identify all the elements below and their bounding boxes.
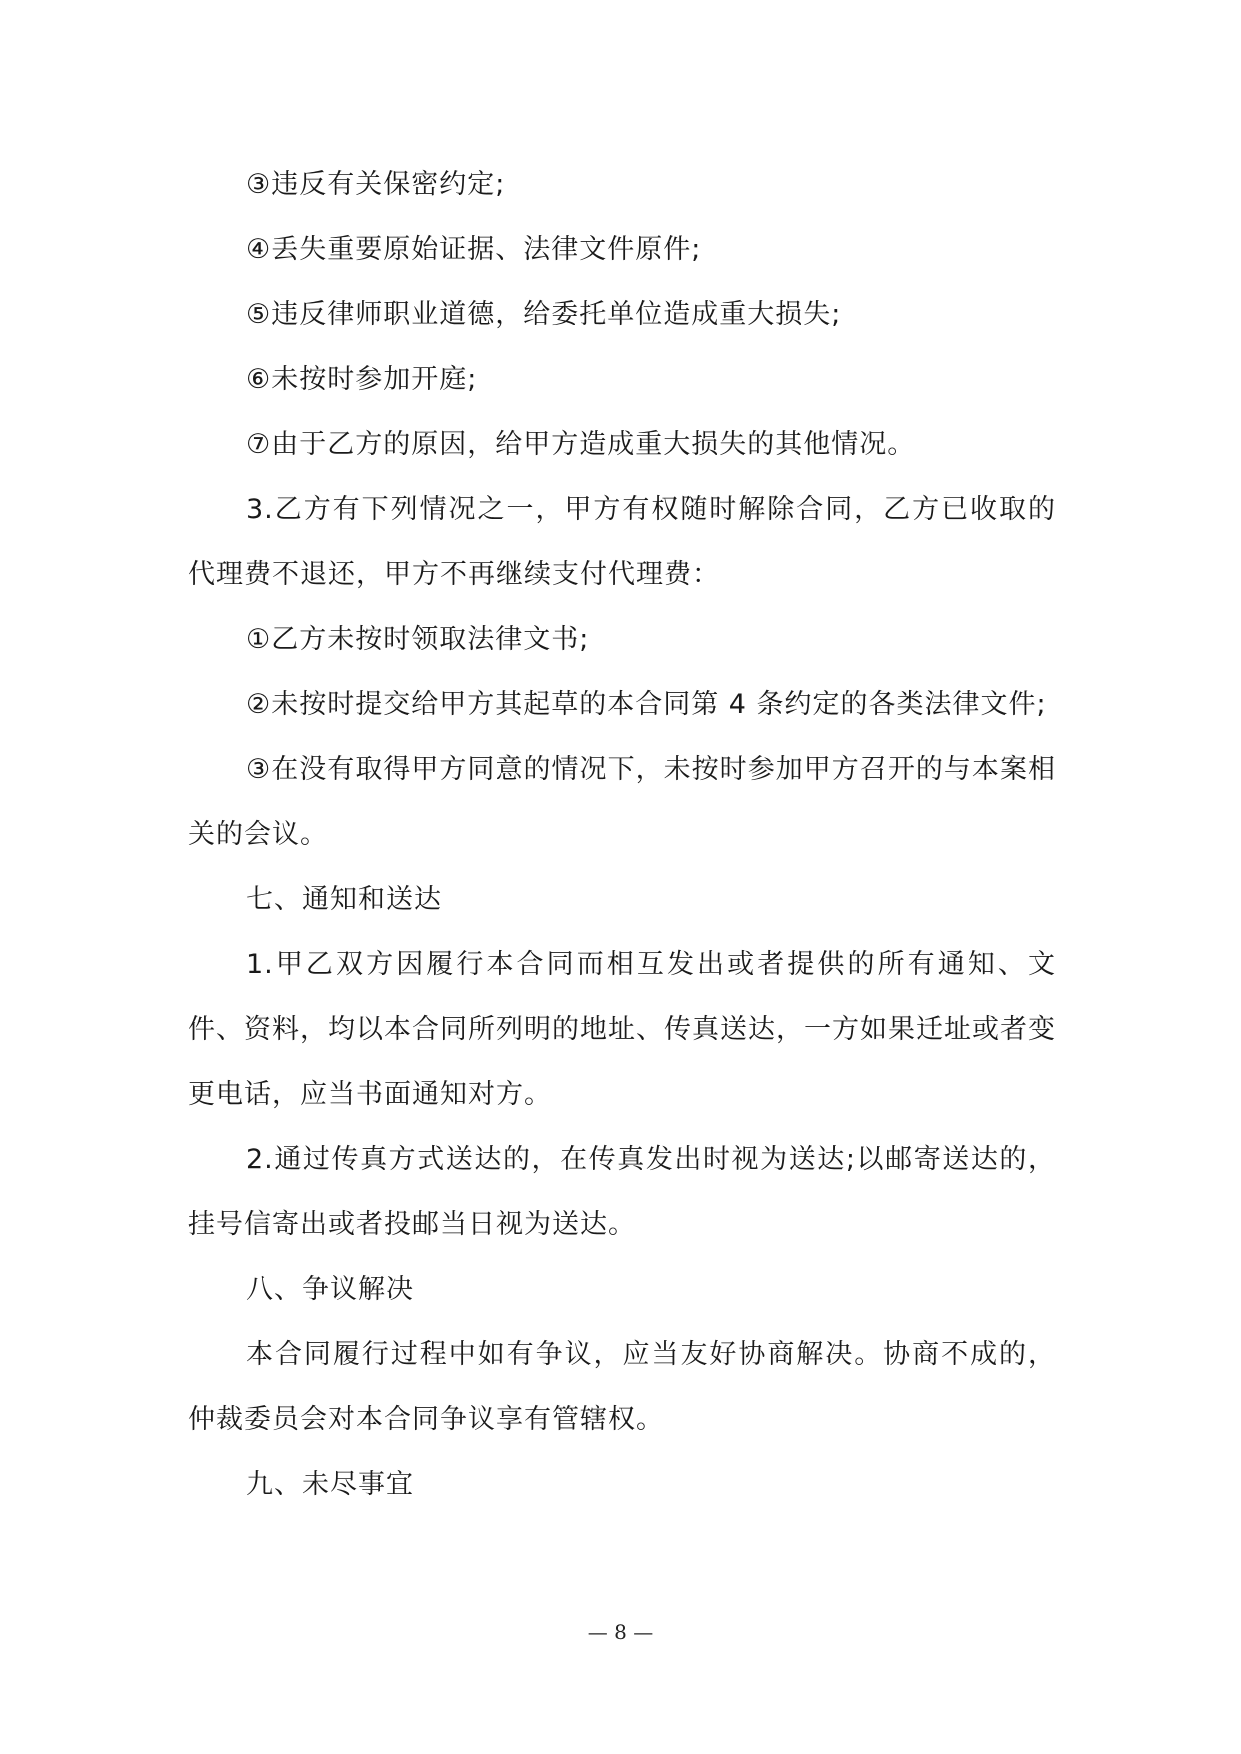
paragraph: ③在没有取得甲方同意的情况下，未按时参加甲方召开的与本案相关的会议。 <box>188 754 1056 850</box>
paragraph: ④丢失重要原始证据、法律文件原件; <box>246 234 702 265</box>
paragraph: ⑤违反律师职业道德，给委托单位造成重大损失; <box>246 299 842 330</box>
section-heading: 九、未尽事宜 <box>246 1469 414 1500</box>
paragraph: ①乙方未按时领取法律文书; <box>246 624 590 655</box>
paragraph: ⑦由于乙方的原因，给甲方造成重大损失的其他情况。 <box>246 429 916 460</box>
paragraph: 3.乙方有下列情况之一，甲方有权随时解除合同，乙方已收取的代理费不退还，甲方不再继续支付代理费： <box>188 494 1056 590</box>
section-heading: 八、争议解决 <box>246 1274 414 1305</box>
section-heading: 七、通知和送达 <box>246 884 442 915</box>
paragraph: 1.甲乙双方因履行本合同而相互发出或者提供的所有通知、文件、资料，均以本合同所列明的地址、传真送达，一方如果迁址或者变更电话，应当书面通知对方。 <box>188 949 1056 1110</box>
paragraph: 本合同履行过程中如有争议，应当友好协商解决。协商不成的，仲裁委员会对本合同争议享有管辖权。 <box>188 1339 1056 1435</box>
document-body <box>188 152 1056 1517</box>
paragraph: ③违反有关保密约定; <box>246 169 506 200</box>
page-number: — 8 — <box>587 1620 654 1644</box>
paragraph: ②未按时提交给甲方其起草的本合同第 4 条约定的各类法律文件; <box>246 689 1047 720</box>
paragraph: 2.通过传真方式送达的，在传真发出时视为送达;以邮寄送达的，挂号信寄出或者投邮当日视为送达。 <box>188 1144 1056 1240</box>
paragraph: ⑥未按时参加开庭; <box>246 364 478 395</box>
